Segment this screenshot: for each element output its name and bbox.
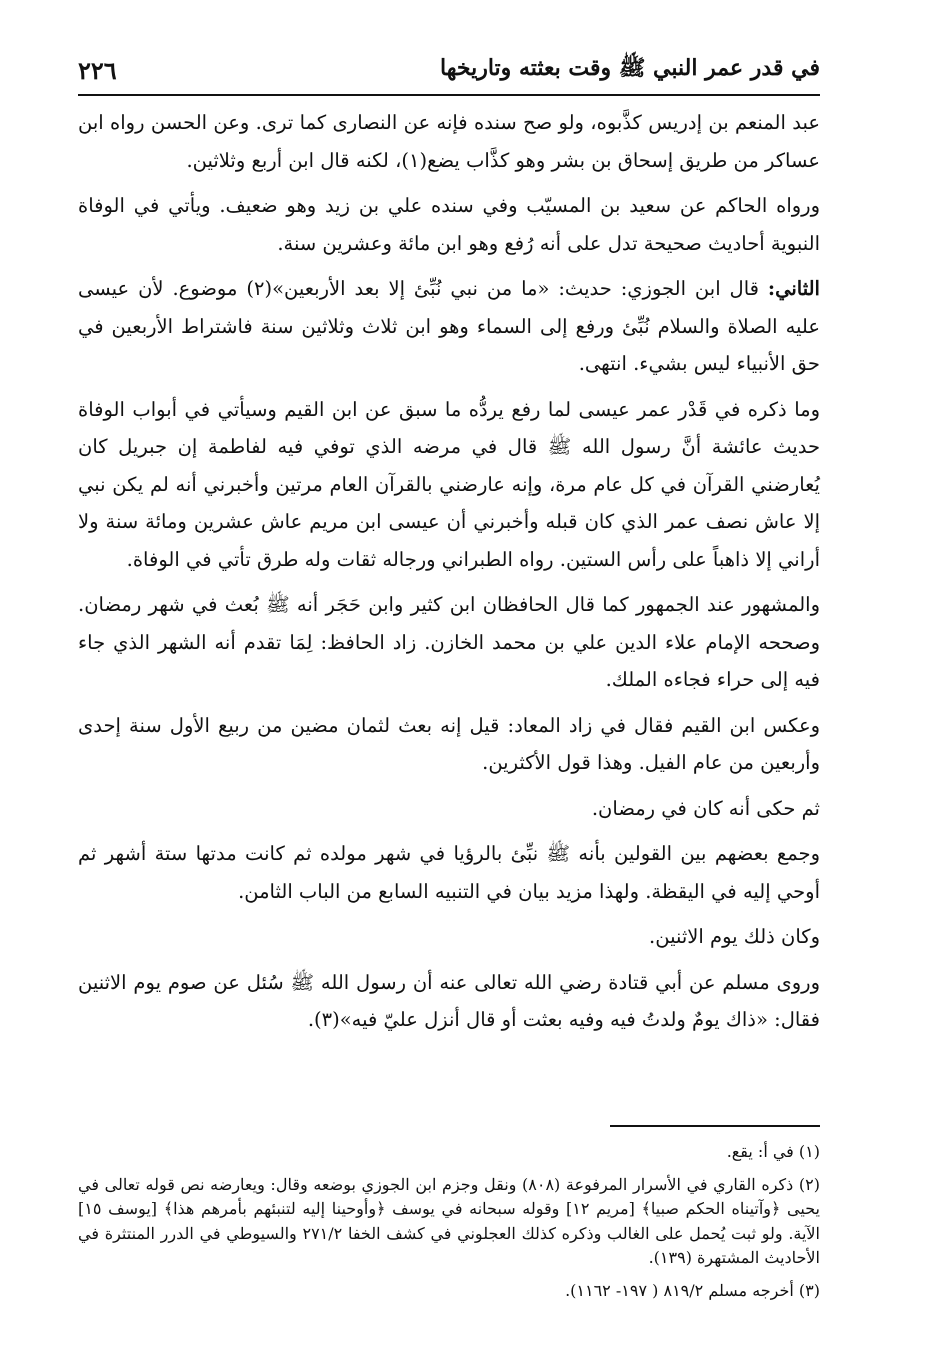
footnote-2: (٢) ذكره القاري في الأسرار المرفوعة (٨٠٨) ونقل وجزم ابن الجوزي بوضعه وقال: ويعارضه نص قوله تعالى في يحيى ﴿وآتيناه الحكم صبيا﴾ [مريم ١٢] وقوله سبحانه في يوسف ﴿وأوحينا إليه لتنبئهم بأمرهم هذا﴾ [يوسف ١٥] الآية. ولو ثبت يُحمل على الغالب وذكره كذلك العجلوني في كشف الخفا ٢٧١/٢ والسيوطي في الدرر المنتثرة في الأحاديث المشتهرة (١٣٩). [78,1174,821,1267]
footnotes [78,1140,820,1311]
paragraph-4: وما ذكره في قَدْر عمر عيسى لما رفع يردُّه ما سبق عن ابن القيم وسيأتي في أبواب الوفاة حديث عائشة أنَّ رسول الله ﷺ قال في مرضه الذي توفي فيه لفاطمة إن جبريل كان يُعارضني القرآن في كل عام مرة، وإنه عارضني بالقرآن العام مرتين وأخبرني أنه لم يكن نبي إلا عاش نصف عمر الذي كان قبله وأخبرني أن عيسى ابن مريم عاش عشرين ومائة سنة ولا أراني إلا ذاهباً على رأس الستين. رواه الطبراني ورجاله ثقات وله طرق تأتي في الوفاة. [78,397,820,571]
paragraph-1: عبد المنعم بن إدريس كذَّبوه، ولو صح سنده فإنه عن النصارى كما ترى. وعن الحسن رواه ابن عساكر من طريق إسحاق بن بشر وهو كذَّاب يضع(١)، لكنه قال ابن أربع وثلاثين. [78,111,820,172]
running-header [78,46,820,96]
section-lead-label: الثاني: [767,277,820,300]
paragraph-10: وروى مسلم عن أبي قتادة رضي الله تعالى عنه أن رسول الله ﷺ سُئل عن صوم يوم الاثنين فقال: «ذاك يومٌ ولدتُ فيه وفيه بعثت أو قال أنزل عليّ فيه»(٣). [78,970,820,1031]
paragraph-7: ثم حكى أنه كان في رمضان. [591,796,820,820]
header-title: في قدر عمر النبي ﷺ وقت بعثته وتاريخها [440,55,820,81]
page-number: ٢٢٦ [78,55,117,85]
paragraph-9: وكان ذلك يوم الاثنين. [649,925,820,948]
footnote-divider [610,1125,820,1127]
footnote-1: (١) في أ: يقع. [726,1142,820,1161]
paragraph-6: وعكس ابن القيم فقال في زاد المعاد: قيل إنه بعث لثمان مضين من ربيع الأول سنة إحدى وأربعين من عام الفيل. وهذا قول الأكثرين. [78,713,820,774]
paragraph-3: الثاني: قال ابن الجوزي: حديث: «ما من نبي نُبِّئ إلا بعد الأربعين»(٢) موضوع. لأن عيسى عليه الصلاة والسلام نُبِّئ ورفع إلى السماء وهو ابن ثلاث وثلاثين سنة فاشتراط الأربعين في حق الأنبياء ليس بشيء. انتهى. [78,277,820,375]
main-text [78,104,820,1047]
paragraph-2: ورواه الحاكم عن سعيد بن المسيّب وفي سنده علي بن زيد وهو ضعيف. ويأتي في الوفاة النبوية أحاديث صحيحة تدل على أنه رُفع وهو ابن مائة وعشرين سنة. [78,194,820,255]
paragraph-5: والمشهور عند الجمهور كما قال الحافظان ابن كثير وابن حَجَر أنه ﷺ بُعث في شهر رمضان. وصححه الإمام علاء الدين علي بن محمد الخازن. زاد الحافظ: لِمَا تقدم أنه الشهر الذي جاء فيه إلى حراء فجاءه الملك. [78,593,820,691]
footnote-3: (٣) أخرجه مسلم ٨١٩/٢ ( ١٩٧- ١١٦٢). [565,1280,820,1300]
paragraph-8: وجمع بعضهم بين القولين بأنه ﷺ نبِّئ بالرؤيا في شهر مولده ثم كانت مدتها ستة أشهر ثم أوحي إليه في اليقظة. ولهذا مزيد بيان في التنبيه السابع من الباب الثامن. [78,842,820,903]
